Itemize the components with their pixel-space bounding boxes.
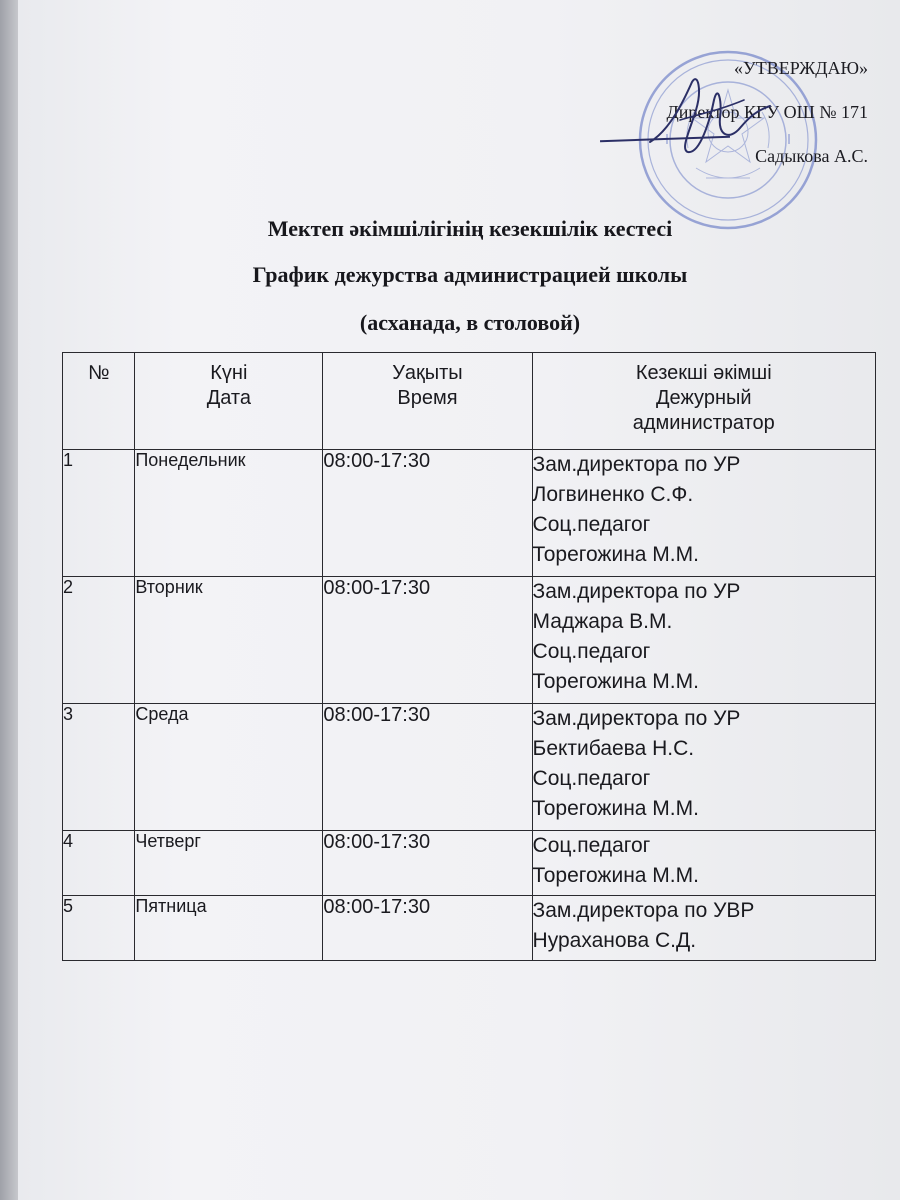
title-kazakh: Мектеп әкімшілігінің кезекшілік кестесі [267, 216, 673, 241]
row-number: 5 [63, 896, 135, 961]
row-administrators: Зам.директора по УР Маджара В.М. Соц.педагог Торегожина М.М. [532, 577, 875, 704]
table-row [63, 450, 876, 577]
row-number: 3 [63, 704, 135, 831]
page-edge-shadow [0, 0, 18, 1200]
row-number: 2 [63, 577, 135, 704]
header-time: Уақыты Время [323, 353, 532, 450]
row-day: Пятница [135, 896, 323, 961]
approval-position: Директор КГУ ОШ № 171 [666, 102, 868, 122]
row-administrators: Зам.директора по УР Бектибаева Н.С. Соц.педагог Торегожина М.М. [532, 704, 875, 831]
row-day: Понедельник [135, 450, 323, 577]
row-time: 08:00-17:30 [323, 704, 532, 831]
row-time: 08:00-17:30 [323, 831, 532, 896]
row-number: 1 [63, 450, 135, 577]
director-signature [640, 70, 780, 170]
row-day: Среда [135, 704, 323, 831]
table-header-row [63, 353, 876, 450]
row-administrators: Зам.директора по УВР Нураханова С.Д. [532, 896, 875, 961]
approval-heading: «УТВЕРЖДАЮ» [733, 58, 868, 78]
table-row [63, 896, 876, 961]
row-time: 08:00-17:30 [323, 577, 532, 704]
table-row [63, 831, 876, 896]
header-administrator: Кезекші әкімші Дежурный администратор [532, 353, 875, 450]
row-time: 08:00-17:30 [323, 896, 532, 961]
row-day: Вторник [135, 577, 323, 704]
title-place: (асханада, в столовой) [359, 310, 581, 335]
header-number: № [63, 353, 135, 450]
table-row [63, 704, 876, 831]
approval-name: Садыкова А.С. [755, 146, 868, 166]
row-administrators: Зам.директора по УР Логвиненко С.Ф. Соц.педагог Торегожина М.М. [532, 450, 875, 577]
row-day: Четверг [135, 831, 323, 896]
title-russian: График дежурства администрацией школы [252, 262, 688, 287]
row-number: 4 [63, 831, 135, 896]
row-time: 08:00-17:30 [323, 450, 532, 577]
row-administrators: Соц.педагог Торегожина М.М. [532, 831, 875, 896]
table-row [63, 577, 876, 704]
duty-schedule-table [62, 352, 876, 961]
header-date: Күні Дата [135, 353, 323, 450]
